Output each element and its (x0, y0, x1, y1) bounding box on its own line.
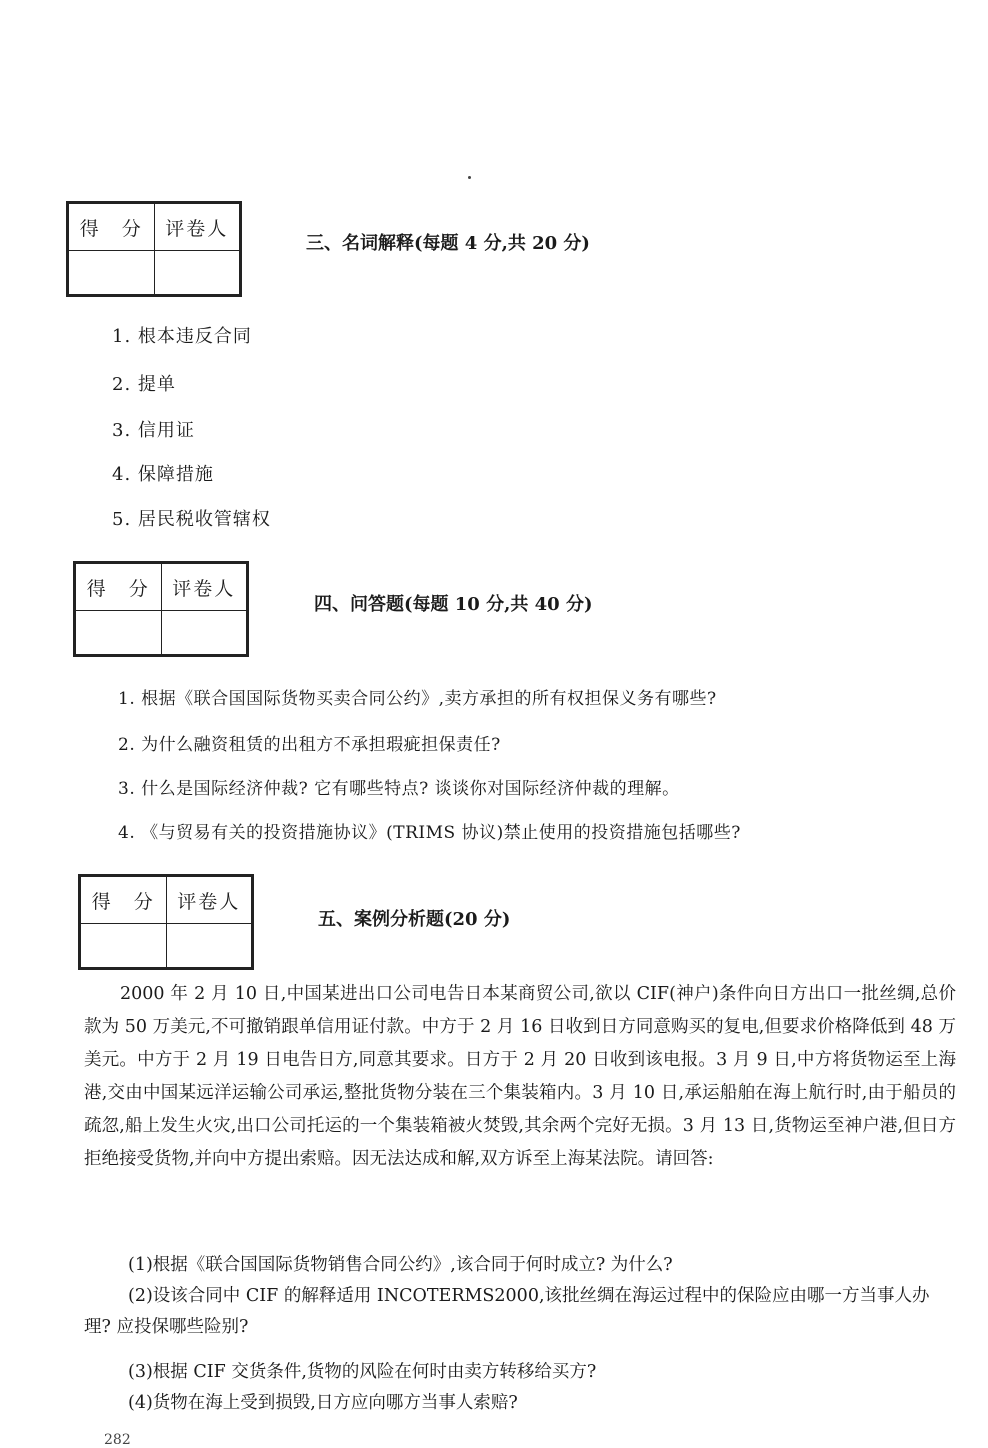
s4-question-2: 2. 为什么融资租赁的出租方不承担瑕疵担保责任? (118, 735, 501, 755)
grader-cell (161, 611, 247, 655)
grader-cell (166, 924, 252, 968)
s3-item-4: 4. 保障措施 (112, 464, 214, 485)
s3-item-3: 3. 信用证 (112, 420, 195, 441)
s4-question-1: 1. 根据《联合国国际货物买卖合同公约》,卖方承担的所有权担保义务有哪些? (118, 689, 717, 709)
case-question-4: (4)货物在海上受到损毁,日方应向哪方当事人索赔? (128, 1393, 518, 1413)
s3-item-1: 1. 根本违反合同 (112, 326, 252, 347)
section-3-title: 三、名词解释(每题 4 分,共 20 分) (306, 233, 590, 254)
score-box-section-4 (73, 561, 249, 657)
score-cell (76, 611, 162, 655)
score-cell (81, 924, 167, 968)
section-4-title: 四、问答题(每题 10 分,共 40 分) (314, 594, 593, 615)
score-box-section-3 (66, 201, 242, 297)
grader-cell (154, 251, 240, 295)
s3-item-2: 2. 提单 (112, 374, 176, 395)
grader-label: 评卷人 (154, 204, 240, 251)
s4-question-3: 3. 什么是国际经济仲裁? 它有哪些特点? 谈谈你对国际经济仲裁的理解。 (118, 779, 680, 799)
score-label: 得 分 (81, 877, 167, 924)
grader-label: 评卷人 (161, 564, 247, 611)
s3-item-5: 5. 居民税收管辖权 (112, 509, 271, 530)
scan-speck (468, 176, 471, 179)
page-number: 282 (104, 1432, 131, 1448)
case-question-1: (1)根据《联合国国际货物销售合同公约》,该合同于何时成立? 为什么? (128, 1255, 673, 1275)
section-5-title: 五、案例分析题(20 分) (318, 909, 511, 930)
case-question-3: (3)根据 CIF 交货条件,货物的风险在何时由卖方转移给买方? (128, 1362, 597, 1382)
score-cell (69, 251, 155, 295)
score-label: 得 分 (76, 564, 162, 611)
case-question-2: (2)设该合同中 CIF 的解释适用 INCOTERMS2000,该批丝绸在海运过程中的保险应由哪一方当事人办理? 应投保哪些险别? (84, 1286, 930, 1337)
s4-question-4: 4. 《与贸易有关的投资措施协议》(TRIMS 协议)禁止使用的投资措施包括哪些? (118, 823, 741, 843)
grader-label: 评卷人 (166, 877, 252, 924)
score-box-section-5 (78, 874, 254, 970)
score-label: 得 分 (69, 204, 155, 251)
case-description: 2000 年 2 月 10 日,中国某进出口公司电告日本某商贸公司,欲以 CIF(神户)条件向日方出口一批丝绸,总价款为 50 万美元,不可撤销跟单信用证付款。中方于 2 月 16 日收到日方同意购买的复电,但要求价格降低到 48 万美元。中方于 2 月 19 日电告日方,同意其要求。日方于 2 月 20 日收到该电报。3 月 9 日,中方将货物运至上海港,交由中国某远洋运输公司承运,整批货物分装在三个集装箱内。3 月 10 日,承运船舶在海上航行时,由于船员的疏忽,船上发生火灾,出口公司托运的一个集装箱被火焚毁,其余两个完好无损。3 月 13 日,货物运至神户港,但日方拒绝接受货物,并向中方提出索赔。因无法达成和解,双方诉至上海某法院。请回答: (84, 984, 956, 1169)
